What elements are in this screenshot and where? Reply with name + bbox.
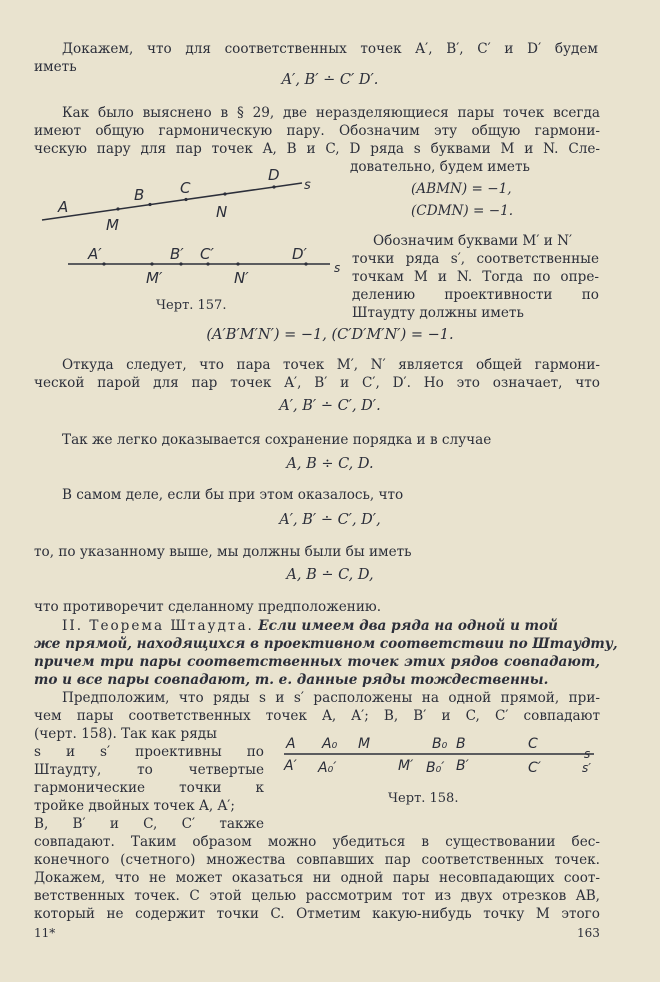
point-label: B (134, 186, 145, 204)
theorem-text: причем три пары соответственных точек этих рядов совпадают, (34, 654, 600, 670)
text-line: довательно, будем иметь (350, 159, 530, 175)
point-label: A₀′ (318, 760, 337, 776)
point-label: B′ (170, 245, 184, 263)
text-line: чем пары соответственных точек A, A′; B, B′ и C, C′ совпадают (34, 708, 600, 724)
theorem-text: Если имеем два ряда на одной и той (258, 618, 558, 634)
text-line: совпадают. Таким образом можно убедиться в существовании бес- (34, 834, 600, 850)
line-label: s (584, 747, 591, 761)
text-line: ческой парой для пар точек A′, B′ и C′, D′. Но это означает, что (34, 375, 600, 391)
text-line: Докажем, что не может оказаться ни одной пары несовпадающих соот- (34, 870, 600, 886)
point-label: B′ (456, 758, 469, 774)
text-line: имеют общую гармоническую пару. Обозначим эту общую гармони- (34, 123, 600, 139)
point-label: B₀′ (426, 760, 445, 776)
text-line: B, B′ и C, C′ также (34, 816, 264, 832)
theorem-text: то и все пары совпадают, т. е. данные ряды тождественны. (34, 672, 549, 688)
point-label: M (358, 736, 371, 752)
text-line: (черт. 158). Так как ряды (34, 726, 217, 742)
text-line: s и s′ проективны по (34, 744, 264, 760)
point-label: A′ (284, 758, 297, 774)
point-label: B (456, 736, 466, 752)
formula: (ABMN) = −1, (411, 181, 512, 197)
formula: A, B ÷ C, D. (286, 456, 374, 472)
signature-mark: 11* (34, 926, 56, 940)
point-label: B₀ (432, 736, 448, 752)
text-line: Как было выяснено в § 29, две неразделяющиеся пары точек всегда (62, 105, 600, 121)
text-line: точкам M и N. Тогда по опре- (352, 269, 599, 285)
text-line: ческую пару для пар точек A, B и C, D ряда s буквами M и N. Сле- (34, 141, 600, 157)
point-label: D′ (292, 245, 307, 263)
line-label: s′ (582, 761, 591, 775)
formula: (CDMN) = −1. (411, 203, 514, 219)
figure-158 (270, 730, 610, 810)
point-label: C′ (528, 760, 541, 776)
text-line: то, по указанному выше, мы должны были бы иметь (34, 544, 412, 560)
formula: A′, B′ ∸ C′, D′, (279, 512, 381, 528)
formula: (A′B′M′N′) = −1, (C′D′M′N′) = −1. (206, 327, 454, 343)
point-label: D (268, 168, 280, 184)
line-label: s (304, 178, 311, 193)
text-line: Штаудту, то четвертые (34, 762, 264, 778)
figure-caption: Черт. 157. (156, 298, 227, 313)
point-label: C (180, 179, 191, 197)
point-label: A′ (88, 245, 102, 263)
text-line: что противоречит сделанному предположению. (34, 599, 382, 615)
text-line: делению проективности по (352, 287, 599, 303)
text-line: гармонические точки к (34, 780, 264, 796)
point-label: N′ (234, 269, 249, 287)
formula: A, B ∸ C, D, (286, 567, 374, 583)
text-line: конечного (счетного) множества совпавших пар соответственных точек. (34, 852, 600, 868)
text-line: тройке двойных точек A, A′; (34, 798, 235, 814)
text-line: иметь (34, 59, 77, 75)
text-line: точки ряда s′, соответственные (352, 251, 599, 267)
point-label: C (528, 736, 538, 752)
text-line: Докажем, что для соответственных точек A′, B′, C′ и D′ будем (62, 41, 598, 57)
point-label: C′ (200, 245, 214, 263)
theorem-line (62, 617, 558, 635)
line-label: s (334, 261, 341, 275)
point-label: A (286, 736, 296, 752)
theorem-title: II. Теорема Штаудта. (62, 618, 254, 634)
theorem-text: же прямой, находящихся в проективном соответствии по Штаудту, (34, 636, 618, 652)
text-line: Штаудту должны иметь (352, 305, 524, 321)
point-label: N (216, 203, 228, 221)
text-line: ветственных точек. С этой целью рассмотрим тот из двух отрезков AB, (34, 888, 600, 904)
text-line: Так же легко доказывается сохранение порядка и в случае (62, 432, 492, 448)
formula: A′, B′ ∸ C′ D′. (281, 72, 379, 88)
point-label: M (106, 216, 119, 234)
text-line: Обозначим буквами M′ и N′ (373, 233, 573, 249)
text-line: который не содержит точки C. Отметим какую-нибудь точку M этого (34, 906, 600, 922)
point-label: A (58, 198, 69, 216)
formula: A′, B′ ∸ C′, D′. (279, 398, 381, 414)
point-label: M′ (146, 269, 163, 287)
point-label: M′ (398, 758, 414, 774)
text-line: Предположим, что ряды s и s′ расположены на одной прямой, при- (62, 690, 600, 706)
text-line: Откуда следует, что пара точек M′, N′ является общей гармони- (62, 357, 600, 373)
point-label: A₀ (322, 736, 338, 752)
text-line: В самом деле, если бы при этом оказалось, что (62, 487, 404, 503)
figure-157 (30, 168, 350, 338)
page-number: 163 (577, 926, 600, 940)
figure-caption: Черт. 158. (388, 791, 459, 806)
